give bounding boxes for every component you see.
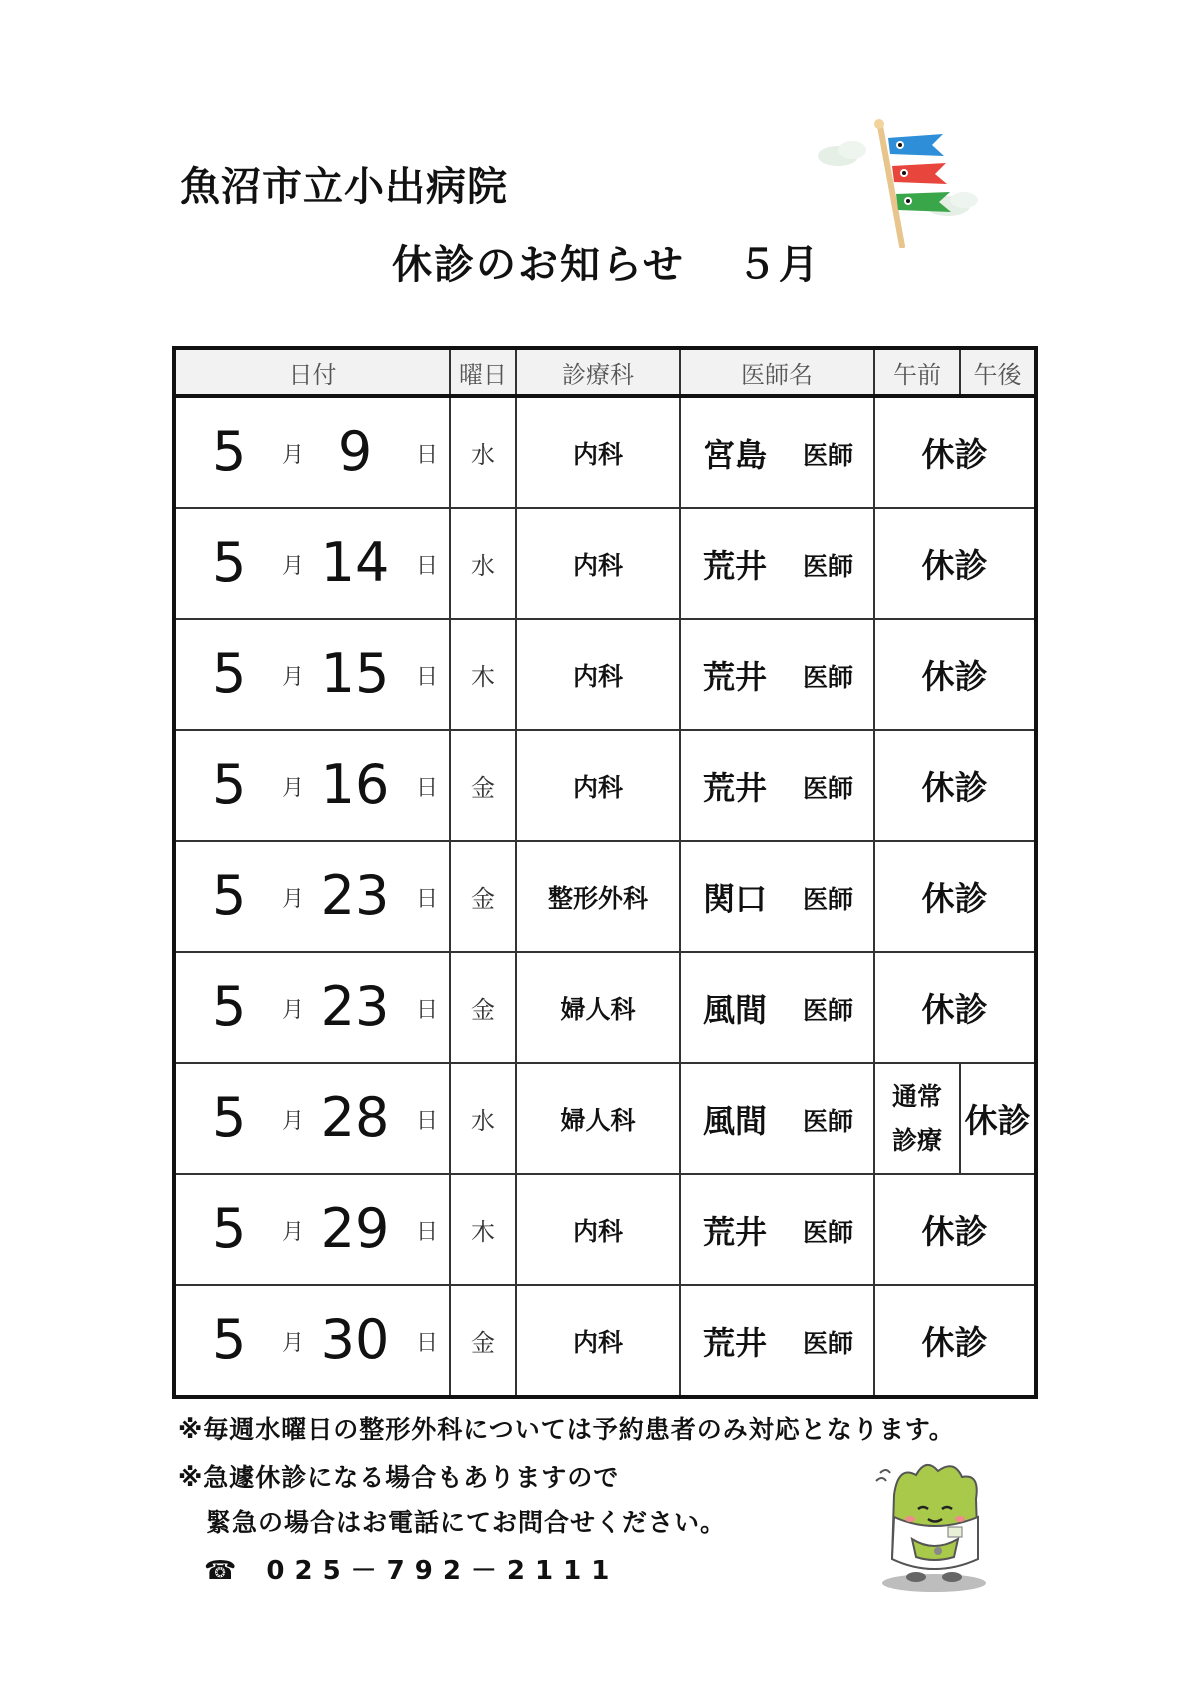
day-label: 日 [416,554,439,579]
header-pm: 午後 [960,348,1036,396]
department-cell: 内科 [516,730,680,841]
month-number: 5 [212,975,247,1038]
table-header-row [174,348,1036,396]
mascot-character-icon [868,1455,998,1595]
day-number: 9 [337,420,373,483]
doctor-cell [680,508,874,619]
weekday-cell: 金 [450,952,516,1063]
status-cell: 休診 [874,1285,1036,1397]
weekday-cell: 金 [450,1285,516,1397]
month-number: 5 [212,864,247,927]
month-label: 月 [282,665,305,690]
month-label: 月 [282,1331,305,1356]
month-number: 5 [212,420,247,483]
department-cell: 内科 [516,396,680,508]
doctor-cell [680,952,874,1063]
doctor-title: 医師 [803,996,854,1025]
doctor-name: 風間 [703,991,768,1029]
day-label: 日 [416,1109,439,1134]
day-label: 日 [416,443,439,468]
month-label: 月 [282,1220,305,1245]
doctor-title: 医師 [803,885,854,914]
table-row [174,1063,1036,1174]
status-cell: 休診 [874,1174,1036,1285]
note-contact: 緊急の場合はお電話にてお問合せください。 [206,1508,727,1537]
day-number: 30 [320,1308,390,1371]
department-cell: 婦人科 [516,1063,680,1174]
day-label: 日 [416,998,439,1023]
date-cell [174,1285,450,1397]
table-row [174,1174,1036,1285]
day-number: 23 [320,864,390,927]
month-number: 5 [212,531,247,594]
doctor-name: 荒井 [703,1324,768,1362]
month-number: 5 [212,642,247,705]
month-number: 5 [212,1197,247,1260]
date-cell [174,841,450,952]
doctor-name: 宮島 [703,436,768,474]
department-cell: 内科 [516,619,680,730]
status-cell: 休診 [874,619,1036,730]
day-number: 29 [320,1197,390,1260]
closure-schedule-table [172,346,1038,1399]
table-row [174,508,1036,619]
day-number: 28 [320,1086,390,1149]
doctor-title: 医師 [803,663,854,692]
department-cell: 内科 [516,1174,680,1285]
doctor-name: 風間 [703,1102,768,1140]
day-label: 日 [416,1220,439,1245]
weekday-cell: 木 [450,1174,516,1285]
month-label: 月 [282,1109,305,1134]
doctor-title: 医師 [803,1329,854,1358]
weekday-cell: 金 [450,841,516,952]
date-cell [174,396,450,508]
phone-icon: ☎ [204,1556,237,1586]
table-row [174,841,1036,952]
doctor-name: 荒井 [703,1213,768,1251]
am-status-line1: 通常 [891,1081,942,1111]
table-row [174,1285,1036,1397]
doctor-cell [680,730,874,841]
date-cell [174,952,450,1063]
day-number: 23 [320,975,390,1038]
header-weekday: 曜日 [450,348,516,396]
status-cell: 休診 [874,952,1036,1063]
doctor-title: 医師 [803,552,854,581]
doctor-name: 荒井 [703,547,768,585]
pm-status-cell: 休診 [960,1063,1036,1174]
doctor-title: 医師 [803,441,854,470]
note-orthopedics: ※毎週水曜日の整形外科については予約患者のみ対応となります。 [178,1415,955,1444]
date-cell [174,730,450,841]
header-department: 診療科 [516,348,680,396]
day-number: 16 [320,753,390,816]
month-number: 5 [212,1086,247,1149]
doctor-name: 関口 [703,880,768,918]
table-row [174,730,1036,841]
day-number: 15 [320,642,390,705]
phone-number[interactable]: 025－792－2111 [266,1556,620,1586]
day-label: 日 [416,665,439,690]
weekday-cell: 水 [450,1063,516,1174]
header-am: 午前 [874,348,960,396]
month-number: 5 [212,753,247,816]
doctor-title: 医師 [803,774,854,803]
am-status-cell [874,1063,960,1174]
day-label: 日 [416,887,439,912]
month-label: 月 [282,887,305,912]
status-cell: 休診 [874,730,1036,841]
status-cell: 休診 [874,396,1036,508]
day-label: 日 [416,776,439,801]
day-label: 日 [416,1331,439,1356]
doctor-cell [680,619,874,730]
doctor-title: 医師 [803,1107,854,1136]
date-cell [174,1063,450,1174]
weekday-cell: 水 [450,396,516,508]
department-cell: 内科 [516,508,680,619]
day-number: 14 [320,531,390,594]
month-label: 月 [282,554,305,579]
date-cell [174,1174,450,1285]
doctor-cell [680,1285,874,1397]
weekday-cell: 木 [450,619,516,730]
doctor-name: 荒井 [703,769,768,807]
note-sudden-closure: ※急遽休診になる場合もありますので [178,1463,620,1492]
phone-line [204,1550,619,1587]
doctor-cell [680,1063,874,1174]
department-cell: 内科 [516,1285,680,1397]
month-number: 5 [212,1308,247,1371]
notice-month: ５月 [736,242,821,288]
date-cell [174,619,450,730]
table-row [174,396,1036,508]
doctor-cell [680,1174,874,1285]
table-row [174,952,1036,1063]
month-label: 月 [282,776,305,801]
date-cell [174,508,450,619]
header-doctor: 医師名 [680,348,874,396]
month-label: 月 [282,998,305,1023]
status-cell: 休診 [874,508,1036,619]
koinobori-illustration [818,118,978,248]
hospital-name: 魚沼市立小出病院 [180,164,508,210]
notice-title [392,233,821,290]
weekday-cell: 金 [450,730,516,841]
weekday-cell: 水 [450,508,516,619]
doctor-cell [680,841,874,952]
department-cell: 婦人科 [516,952,680,1063]
am-status-line2: 診療 [891,1125,942,1155]
table-row [174,619,1036,730]
status-cell: 休診 [874,841,1036,952]
doctor-name: 荒井 [703,658,768,696]
doctor-cell [680,396,874,508]
month-label: 月 [282,443,305,468]
doctor-title: 医師 [803,1218,854,1247]
notice-title-text: 休診のお知らせ [392,242,685,288]
department-cell: 整形外科 [516,841,680,952]
header-date: 日付 [174,348,450,396]
